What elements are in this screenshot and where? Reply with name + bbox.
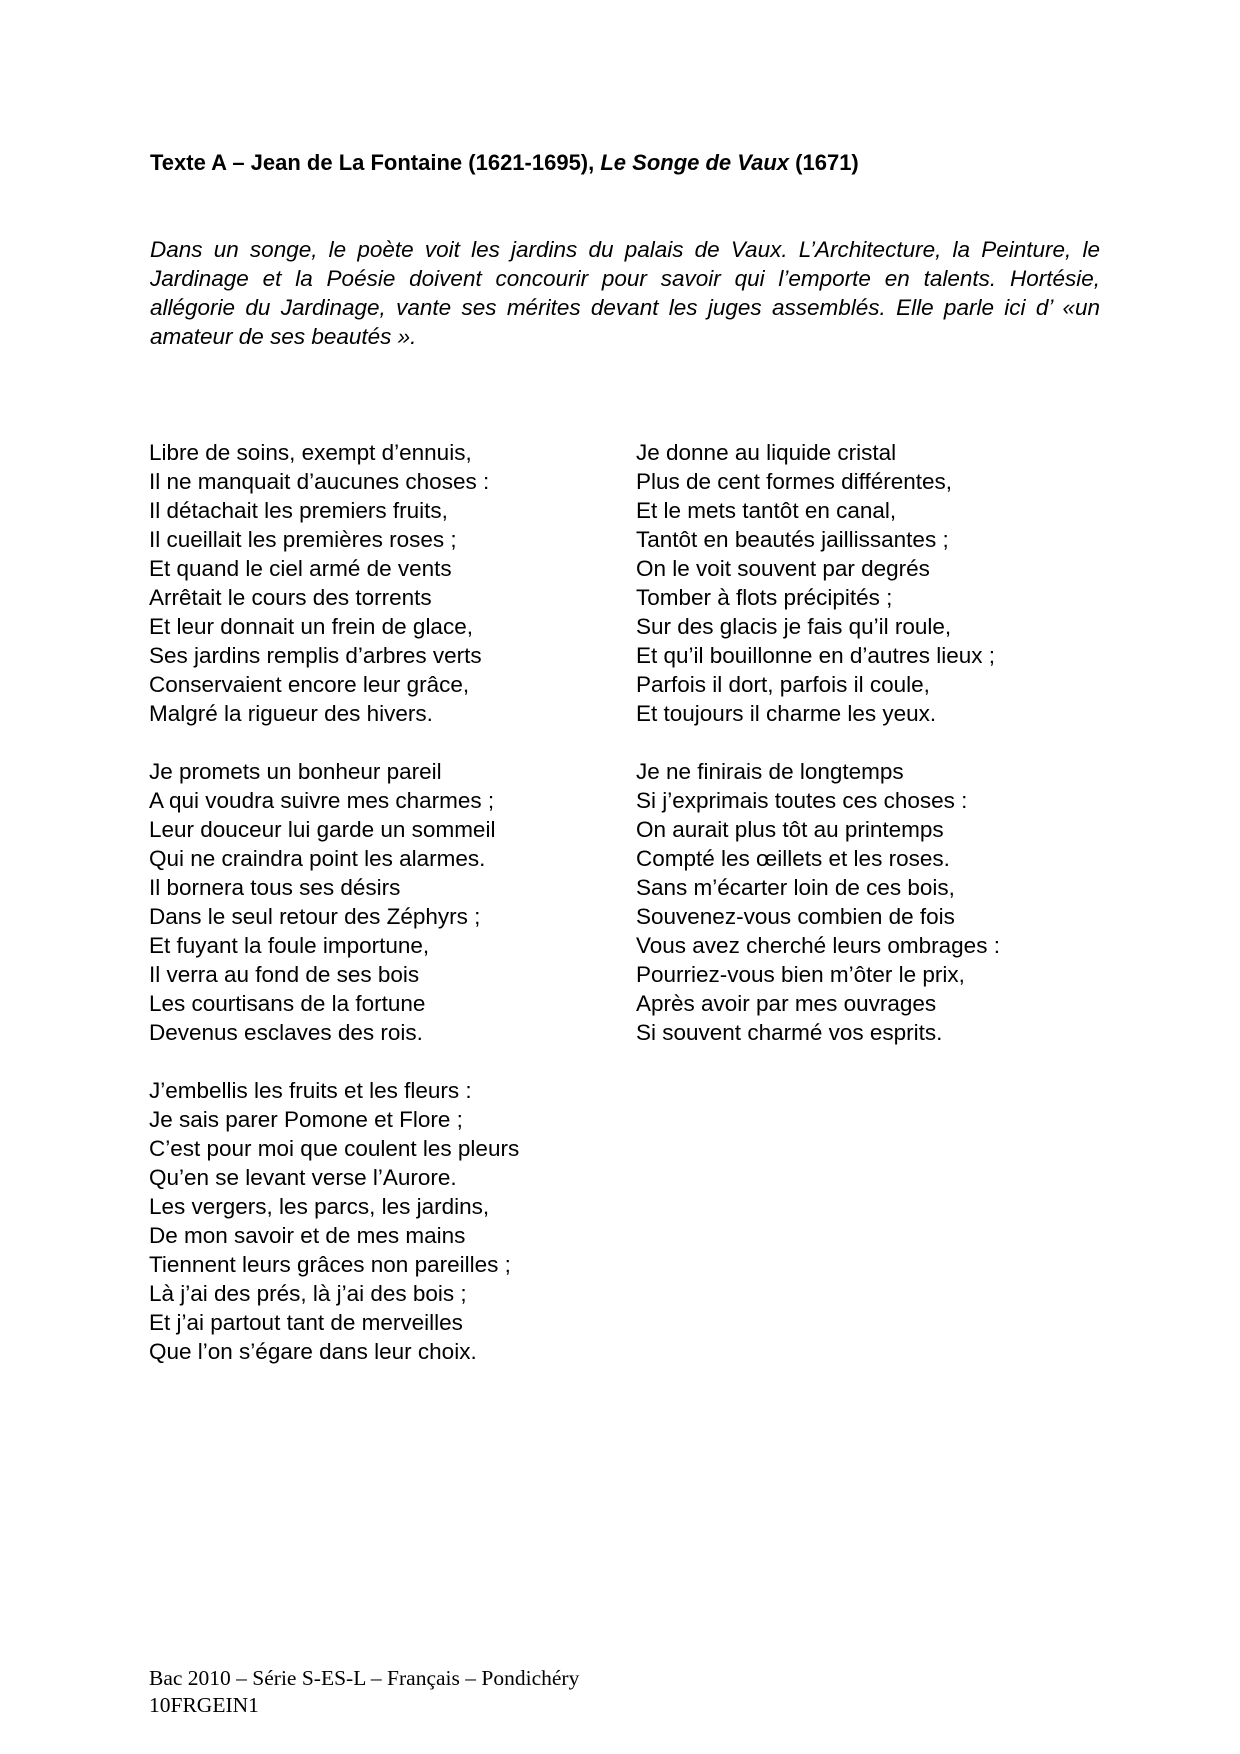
verse-line: Tantôt en beautés jaillissantes ; — [636, 527, 949, 552]
verse-line: C’est pour moi que coulent les pleurs — [149, 1136, 520, 1161]
verse-line: Libre de soins, exempt d’ennuis, — [149, 440, 472, 465]
verse-line: Si souvent charmé vos esprits. — [636, 1020, 943, 1045]
verse-line: J’embellis les fruits et les fleurs : — [149, 1078, 472, 1103]
verse-line: Et qu’il bouillonne en d’autres lieux ; — [636, 643, 995, 668]
verse-line: Et quand le ciel armé de vents — [149, 556, 452, 581]
verse-line: Les courtisans de la fortune — [149, 991, 426, 1016]
intro-paragraph: Dans un songe, le poète voit les jardins du palais de Vaux. L’Architecture, la Peinture, le Jardinage et la Poésie doivent concourir pour savoir qui l’emporte en talents. Hortésie, allégorie du Jardinage, vante ses mérites devant les juges assemblés. Elle parle ici d’ «un amateur de ses beautés ». — [150, 237, 1100, 349]
title-work: Le Songe de Vaux — [600, 150, 790, 175]
stanza — [636, 438, 1106, 728]
poem-column-right — [636, 438, 1106, 1076]
verse-line: Plus de cent formes différentes, — [636, 469, 952, 494]
footer-exam: Bac 2010 – Série S-ES-L – Français – Pondichéry — [149, 1666, 580, 1690]
verse-line: Arrêtait le cours des torrents — [149, 585, 432, 610]
verse-line: De mon savoir et de mes mains — [149, 1223, 466, 1248]
verse-line: On aurait plus tôt au printemps — [636, 817, 944, 842]
document-title — [150, 150, 1100, 176]
verse-line: Si j’exprimais toutes ces choses : — [636, 788, 968, 813]
verse-line: Conservaient encore leur grâce, — [149, 672, 470, 697]
verse-line: Je sais parer Pomone et Flore ; — [149, 1107, 463, 1132]
poem-column-left — [149, 438, 619, 1395]
verse-line: Il détachait les premiers fruits, — [149, 498, 448, 523]
verse-line: Devenus esclaves des rois. — [149, 1020, 423, 1045]
title-prefix: Texte A – Jean de La Fontaine (1621-1695), — [150, 150, 601, 175]
verse-line: Et fuyant la foule importune, — [149, 933, 430, 958]
verse-line: Là j’ai des prés, là j’ai des bois ; — [149, 1281, 467, 1306]
footer-code: 10FRGEIN1 — [149, 1693, 259, 1717]
verse-line: Vous avez cherché leurs ombrages : — [636, 933, 1000, 958]
verse-line: Souvenez-vous combien de fois — [636, 904, 955, 929]
verse-line: Qu’en se levant verse l’Aurore. — [149, 1165, 457, 1190]
page-footer — [149, 1665, 579, 1719]
verse-line: Après avoir par mes ouvrages — [636, 991, 937, 1016]
verse-line: Tiennent leurs grâces non pareilles ; — [149, 1252, 511, 1277]
verse-line: A qui voudra suivre mes charmes ; — [149, 788, 495, 813]
verse-line: Il verra au fond de ses bois — [149, 962, 420, 987]
verse-line: Pourriez-vous bien m’ôter le prix, — [636, 962, 965, 987]
verse-line: Et toujours il charme les yeux. — [636, 701, 937, 726]
verse-line: Et j’ai partout tant de merveilles — [149, 1310, 463, 1335]
verse-line: Je donne au liquide cristal — [636, 440, 897, 465]
verse-line: Et leur donnait un frein de glace, — [149, 614, 473, 639]
verse-line: Compté les œillets et les roses. — [636, 846, 950, 871]
verse-line: Sur des glacis je fais qu’il roule, — [636, 614, 952, 639]
stanza — [149, 757, 619, 1047]
verse-line: Sans m’écarter loin de ces bois, — [636, 875, 955, 900]
verse-line: Leur douceur lui garde un sommeil — [149, 817, 496, 842]
verse-line: Il bornera tous ses désirs — [149, 875, 401, 900]
verse-line: Je ne finirais de longtemps — [636, 759, 904, 784]
verse-line: Je promets un bonheur pareil — [149, 759, 442, 784]
verse-line: Il cueillait les premières roses ; — [149, 527, 457, 552]
stanza — [149, 438, 619, 728]
stanza — [636, 757, 1106, 1047]
verse-line: Il ne manquait d’aucunes choses : — [149, 469, 490, 494]
verse-line: Que l’on s’égare dans leur choix. — [149, 1339, 477, 1364]
verse-line: Malgré la rigueur des hivers. — [149, 701, 433, 726]
verse-line: Qui ne craindra point les alarmes. — [149, 846, 486, 871]
verse-line: Les vergers, les parcs, les jardins, — [149, 1194, 490, 1219]
title-suffix: (1671) — [789, 150, 859, 175]
verse-line: Ses jardins remplis d’arbres verts — [149, 643, 482, 668]
verse-line: Dans le seul retour des Zéphyrs ; — [149, 904, 481, 929]
verse-line: Tomber à flots précipités ; — [636, 585, 893, 610]
verse-line: Et le mets tantôt en canal, — [636, 498, 897, 523]
verse-line: Parfois il dort, parfois il coule, — [636, 672, 930, 697]
verse-line: On le voit souvent par degrés — [636, 556, 930, 581]
stanza — [149, 1076, 619, 1366]
